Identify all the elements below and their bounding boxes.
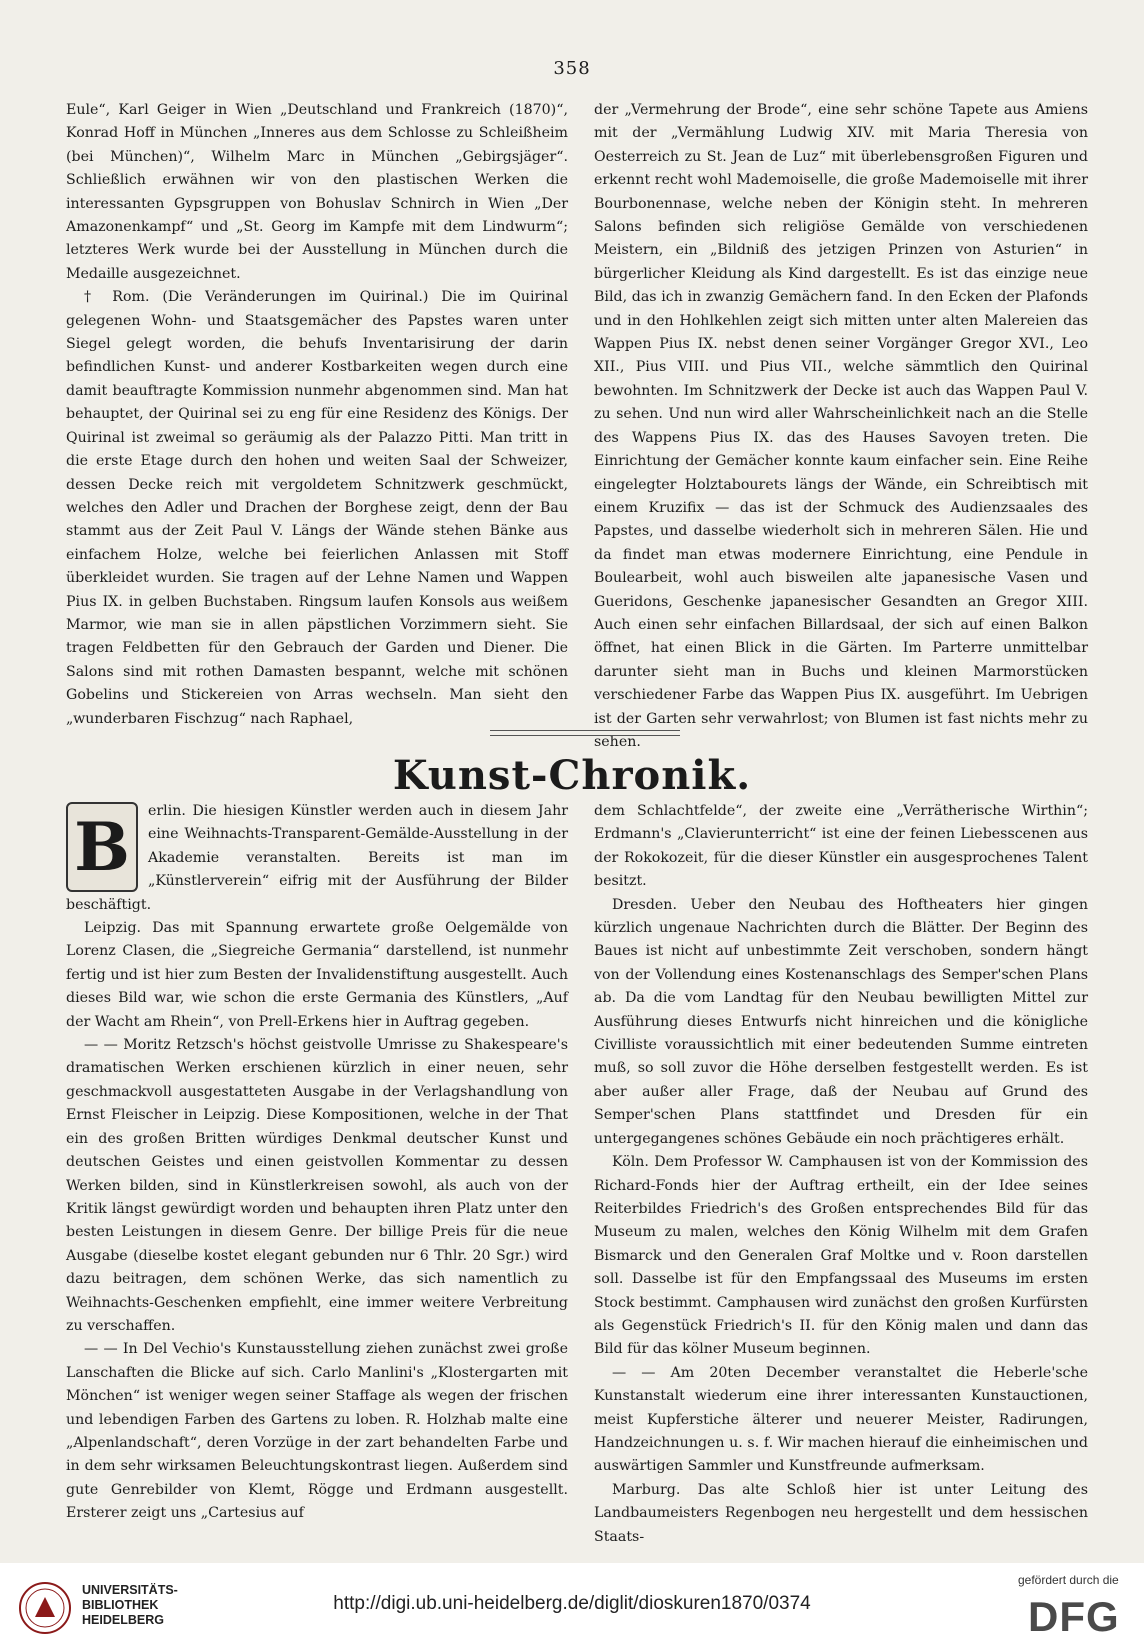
source-url-link[interactable]: http://digi.ub.uni-heidelberg.de/diglit/dioskuren1870/0374	[333, 1593, 811, 1614]
section-title: Kunst-Chronik.	[392, 752, 752, 799]
funded-by-label: gefördert durch die	[1018, 1573, 1119, 1587]
paragraph: Eule“, Karl Geiger in Wien „Deutschland und Frankreich (1870)“, Konrad Hoff in München „Inneres aus dem Schlosse zu Schleißheim (bei München)“, Wilhelm Marc in München „Gebirgsjäger“. Schließlich erwähnen wir von den plastischen Werken die interessanten Gypsgruppen von Bohuslav Schnirch in Wien „Der Amazonenkampf“ und „St. Georg im Kampfe mit dem Lindwurm“; letzteres Werk wurde bei der Ausstellung in München durch die Medaille ausgezeichnet.	[66, 102, 568, 282]
paragraph-marburg: Marburg. Das alte Schloß hier ist unter Leitung des Landbaumeisters Regenbogen neu hergestellt und dem hessischen Staats-	[594, 1481, 1088, 1545]
paragraph-dresden: Dresden. Ueber den Neubau des Hoftheaters hier gingen kürzlich ungenaue Nachrichten durch die Blätter. Der Beginn des Baues ist nicht auf unbestimmte Zeit verschoben, sondern hängt von der Vollendung eines Kostenanschlags des Semper'schen Plans ab. Da die vom Landtag für den Neubau bewilligten Mittel zur Ausführung dieses Entwurfs nicht hinreichen und die königliche Civilliste voraussichtlich mit einer bedeutenden Summe eintreten muß, so soll zuvor die Höhe derselben festgestellt werden. Es ist aber außer aller Frage, daß der Neubau auf Grund des Semper'schen Plans stattfindet und Dresden für ein untergegangenes schönes Gebäude ein noch prächtigeres erhält.	[594, 896, 1088, 1147]
paragraph-heberle: — — Am 20ten December veranstaltet die Heberle'sche Kunstanstalt wiederum eine ihrer interessanten Kunstauctionen, meist Kupferstiche älterer und neuerer Meister, Radirungen, Handzeichnungen u. s. f. Wir machen hierauf die einheimischen und auswärtigen Sammler und Kunstfreunde aufmerksam.	[594, 1364, 1088, 1475]
bottom-left-column	[66, 800, 568, 1526]
paragraph: der „Vermehrung der Brode“, eine sehr schöne Tapete aus Amiens mit der „Vermählung Ludwig XIV. mit Maria Theresia von Oesterreich zu St. Jean de Luz“ mit überlebensgroßen Figuren und erkennt recht wohl Mademoiselle, die große Mademoiselle mit ihrer Bourbonennase, welche neben der Königin steht. In mehreren Salons befinden sich religiöse Gemälde von verschiedenen Meistern, ein „Bildniß des jetzigen Prinzen von Asturien“ in bürgerlicher Kleidung als Kind dargestellt. Es ist das einzige neue Bild, das ich in zwanzig Gemächern fand. In den Ecken der Plafonds und in den Hohlkehlen zeigt sich mitten unter alten Malereien das Wappen Pius IX. nebst denen seiner Vorgänger Gregor XVI., Leo XII., Pius VIII. und Pius VII., welche sämmtlich den Quirinal bewohnten. Im Schnitzwerk der Decke ist auch das Wappen Paul V. zu sehen. Und nun wird aller Wahrscheinlichkeit nach an die Stelle des Wappens Pius IX. das des Hauses Savoyen treten. Die Einrichtung der Gemächer konnte kaum einfacher sein. Eine Reihe eingelegter Holztabourets längs der Wände, ein Schreibtisch mit einem Kruzifix — das ist der Schmuck des Audienzsaales des Papstes, und dasselbe wiederholt sich in mehreren Sälen. Hie und da findet man etwas modernere Einrichtung, eine Pendule in Boulearbeit, wohl auch bisweilen alte japanesische Vasen und Gueridons, Geschenke japanesischer Gesandten an Gregor XIII. Auch einen sehr einfachen Billardsaal, der sich auf einen Balkon öffnet, hat einen Blick in die Gärten. Im Parterre unmittelbar darunter sieht man in Buchs und kleinen Marmorstücken verschiedener Farbe das Wappen Pius IX. ausgeführt. Im Uebrigen ist der Garten sehr verwahrlost; von Blumen ist fast nichts mehr zu sehen.	[594, 102, 1088, 750]
library-name: UNIVERSITÄTS- BIBLIOTHEK HEIDELBERG	[82, 1583, 178, 1627]
decorative-initial: B	[66, 802, 138, 892]
paragraph: dem Schlachtfelde“, der zweite eine „Verrätherische Wirthin“; Erdmann's „Clavierunterricht“ ist eine der feinen Liebesscenen aus der Rokokozeit, für die dieser Künstler ein ausgesprochenes Talent besitzt.	[594, 803, 1088, 890]
paragraph-koeln: Köln. Dem Professor W. Camphausen ist von der Kommission des Richard-Fonds hier der Auftrag ertheilt, ein der Idee seines Reiterbildes Friedrich's des Großen entsprechendes Bild für das Museum zu malen, welches den König Wilhelm mit dem Grafen Bismarck und den Generalen Graf Moltke und v. Roon darstellen soll. Dasselbe ist für den Empfangssaal des Museums im ersten Stock bestimmt. Camphausen wird zunächst den großen Kurfürsten als Gegenstück Friedrich's II. für den König malen und dann das Bild für das kölner Museum beginnen.	[594, 1154, 1088, 1358]
paragraph-rom: † Rom. (Die Veränderungen im Quirinal.) Die im Quirinal gelegenen Wohn- und Staatsgemächer des Papstes waren unter Siegel gelegt worden, die behufs Inventarisirung der darin befindlichen Kunst- und anderer Kostbarkeiten wegen durch eine damit beauftragte Kommission nunmehr abgenommen sind. Man hat behauptet, der Quirinal sei zu eng für eine Residenz des Königs. Der Quirinal ist zweimal so geräumig als der Palazzo Pitti. Man tritt in die erste Etage durch den hohen und weiten Saal der Schweizer, dessen Decke reich mit vergoldetem Schnitzwerk geschmückt, welches den Adler und Drachen der Borghese zeigt, denn der Bau stammt aus der Zeit Paul V. Längs der Wände stehen Bänke aus einfachem Holze, welche bei feierlichen Anlassen mit Stoff überkleidet wurden. Sie tragen auf der Lehne Namen und Wappen Pius IX. in gelben Buchstaben. Ringsum laufen Konsols aus weißem Marmor, wie man sie in allen päpstlichen Vorzimmern sieht. Sie tragen Feldbetten für den Gebrauch der Garden und Diener. Die Salons sind mit rothen Damasten bespannt, welche mit schönen Gobelins und Stickereien von Arras wechseln. Man sieht den „wunderbaren Fischzug“ nach Raphael,	[66, 289, 568, 727]
bottom-right-column	[594, 800, 1088, 1549]
top-right-column	[594, 99, 1088, 754]
paragraph-berlin: erlin. Die hiesigen Künstler werden auch in diesem Jahr eine Weihnachts-Transparent-Gemälde-Ausstellung in der Akademie veranstalten. Bereits ist man im „Künstlerverein“ eifrig mit der Ausführung der Bilder beschäftigt.	[66, 803, 568, 913]
paragraph-del-vechio: — — In Del Vechio's Kunstausstellung ziehen zunächst zwei große Lanschaften die Blicke auf sich. Carlo Manlini's „Klostergarten mit Mönchen“ ist weniger wegen seiner Staffage als wegen der frischen und lebendigen Farben des Gartens zu loben. R. Holzhab malte eine „Alpenlandschaft“, deren Vorzüge in der zart behandelten Farbe und in dem sehr wirksamen Beleuchtungskontrast liegen. Außerdem sind gute Genrebilder von Klemt, Rögge und Erdmann ausgestellt. Ersterer zeigt uns „Cartesius auf	[66, 1341, 568, 1522]
paragraph-leipzig: Leipzig. Das mit Spannung erwartete große Oelgemälde von Lorenz Clasen, die „Siegreiche Germania“ darstellend, ist nunmehr fertig und ist hier zum Besten der Invalidenstiftung ausgestellt. Auch dieses Bild war, wie schon die erste Germania des Künstlers, „Auf der Wacht am Rhein“, von Prell-Erkens hier in Auftrag gegeben.	[66, 920, 568, 1030]
ornamental-divider	[490, 730, 680, 736]
dfg-logo: DFG	[1028, 1593, 1120, 1640]
top-left-column	[66, 99, 568, 731]
footer-bar	[0, 1563, 1144, 1647]
page-number: 358	[553, 58, 591, 79]
paragraph-retzsch: — — Moritz Retzsch's höchst geistvolle Umrisse zu Shakespeare's dramatischen Werken erschienen kürzlich in einer neuen, sehr geschmackvoll ausgestatteten Ausgabe in der Verlagshandlung von Ernst Fleischer in Leipzig. Diese Kompositionen, welche in der That ein des großen Britten würdiges Denkmal deutscher Kunst und deutschen Geistes und einen geistvollen Kommentar zu dessen Werken bilden, sind in Künstlerkreisen sowohl, als auch von der Kritik längst gewürdigt worden und behaupten ihren Platz unter den besten Leistungen in diesem Genre. Der billige Preis für die neue Ausgabe (dieselbe kostet elegant gebunden nur 6 Thlr. 20 Sgr.) wird dazu beitragen, dem schönen Werke, das sich namentlich zu Weihnachts-Geschenken empfiehlt, eine immer weitere Verbreitung zu verschaffen.	[66, 1037, 568, 1334]
